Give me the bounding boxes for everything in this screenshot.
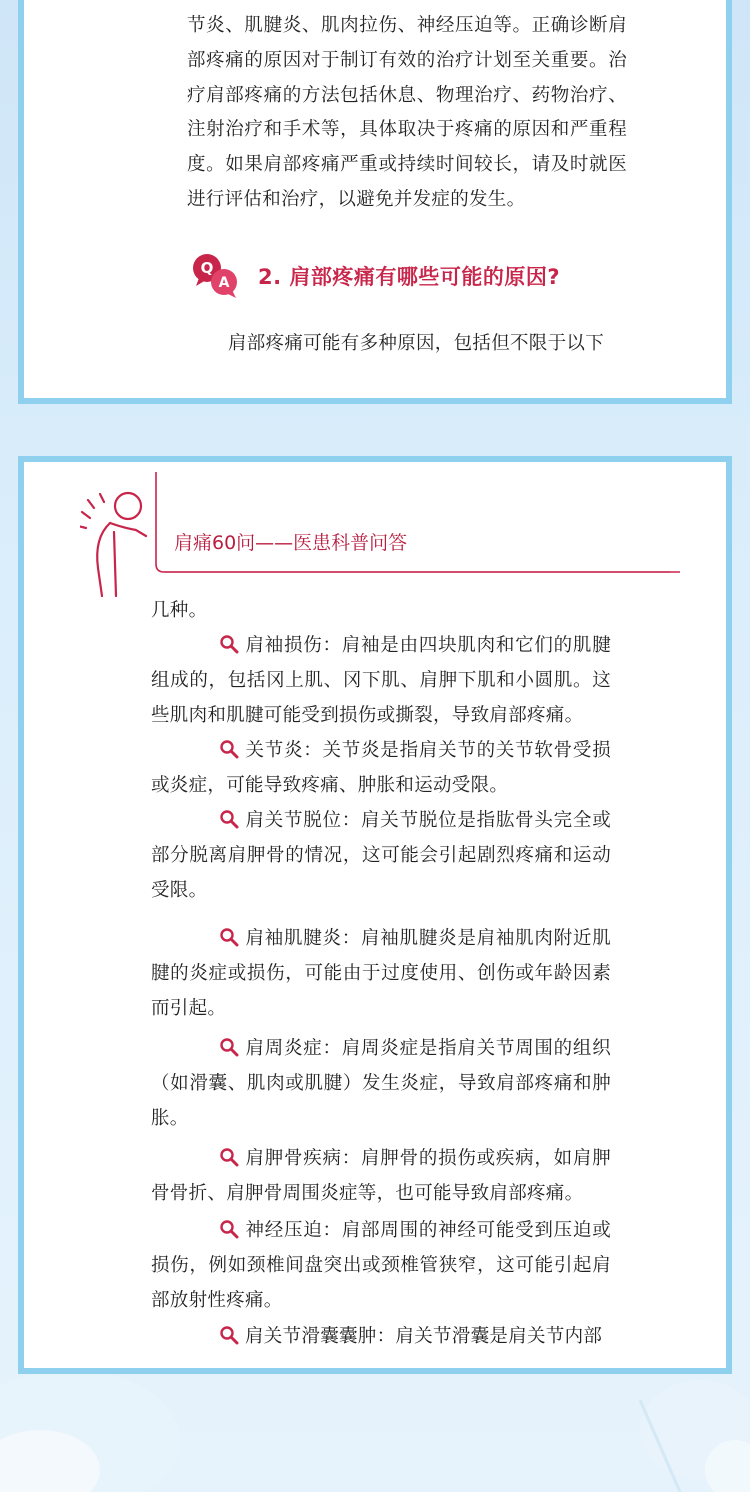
magnifier-icon [219, 809, 239, 829]
magnifier-icon [219, 1219, 239, 1239]
item-text: 肩周炎症：肩周炎症是指肩关节周围的组织（如滑囊、肌肉或肌腱）发生炎症，导致肩部疼痛和肿胀。 [151, 1038, 611, 1129]
magnifier-icon [219, 927, 239, 947]
item-text: 肩袖损伤：肩袖是由四块肌肉和它们的肌腱组成的，包括冈上肌、冈下肌、肩胛下肌和小圆肌。这些肌肉和肌腱可能受到损伤或撕裂，导致肩部疼痛。 [151, 635, 611, 726]
intro-paragraph: 节炎、肌腱炎、肌肉拉伤、神经压迫等。正确诊断肩部疼痛的原因对于制订有效的治疗计划至关重要。治疗肩部疼痛的方法包括休息、物理治疗、药物治疗、注射治疗和手术等，具体取决于疼痛的原因和严重程度。如果肩部疼痛严重或持续时间较长，请及时就医进行评估和治疗，以避免并发症的发生。 [187, 15, 627, 210]
list-item [151, 922, 611, 1026]
page-card-bottom [18, 456, 732, 1374]
book-header-title: 肩痛60问——医患科普问答 [174, 532, 408, 554]
item-text: 肩关节滑囊囊肿：肩关节滑囊是肩关节内部 [245, 1326, 603, 1347]
page-card-top [18, 0, 732, 404]
magnifier-icon [219, 1037, 239, 1057]
question-title: 2. 肩部疼痛有哪些可能的原因? [258, 265, 561, 289]
qa-heading [190, 252, 560, 300]
magnifier-icon [219, 634, 239, 654]
item-text: 神经压迫：肩部周围的神经可能受到压迫或损伤，例如颈椎间盘突出或颈椎管狭窄，这可能引起肩部放射性疼痛。 [151, 1220, 611, 1311]
magnifier-icon [219, 1147, 239, 1167]
item-text: 肩胛骨疾病：肩胛骨的损伤或疾病，如肩胛骨骨折、肩胛骨周围炎症等，也可能导致肩部疼痛。 [151, 1148, 611, 1204]
list-item [151, 1214, 611, 1318]
answer-start: 肩部疼痛可能有多种原因，包括但不限于以下 [228, 333, 605, 354]
answer-continued: 几种。 [151, 600, 208, 621]
pain-figure-icon [80, 493, 146, 596]
item-text: 肩关节脱位：肩关节脱位是指肱骨头完全或部分脱离肩胛骨的情况，这可能会引起剧烈疼痛和运动受限。 [151, 810, 611, 901]
list-item [151, 1142, 611, 1212]
qa-badge-icon [190, 252, 262, 300]
list-item [151, 804, 611, 908]
item-text: 肩袖肌腱炎：肩袖肌腱炎是肩袖肌肉附近肌腱的炎症或损伤，可能由于过度使用、创伤或年龄因素而引起。 [151, 928, 611, 1019]
background-bubbles [0, 1360, 750, 1492]
magnifier-icon [219, 1325, 239, 1345]
magnifier-icon [219, 739, 239, 759]
qa-badge-a: A [218, 275, 230, 291]
list-item [151, 629, 611, 733]
item-text: 关节炎：关节炎是指肩关节的关节软骨受损或炎症，可能导致疼痛、肿胀和运动受限。 [151, 740, 611, 796]
list-item [151, 1032, 611, 1136]
list-item [151, 734, 611, 804]
qa-badge-q: Q [200, 259, 214, 277]
list-item [151, 1320, 611, 1355]
